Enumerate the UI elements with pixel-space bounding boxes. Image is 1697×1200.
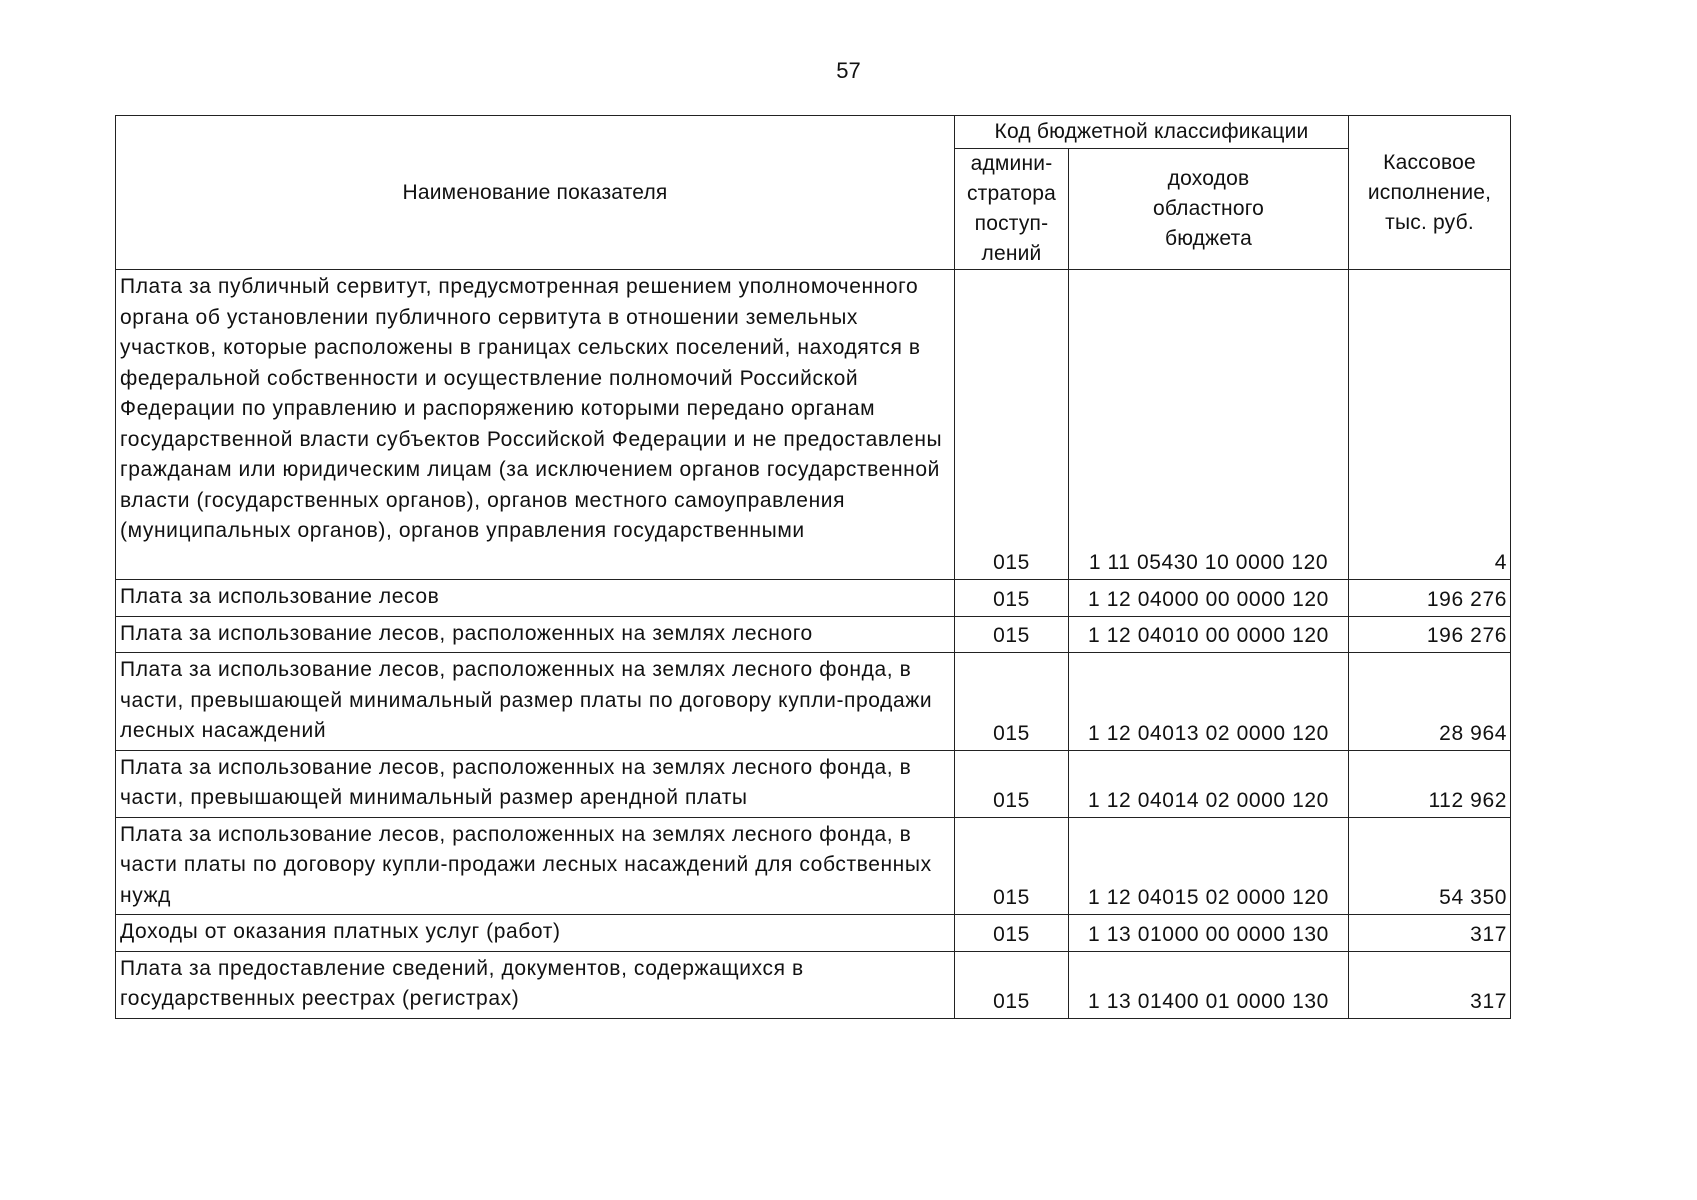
row-name: Плата за использование лесов	[116, 580, 955, 617]
row-amount: 54 350	[1349, 817, 1511, 915]
row-admin-code: 015	[955, 580, 1069, 617]
table-row	[116, 951, 1511, 1018]
row-amount: 4	[1349, 270, 1511, 580]
header-income-code: доходов областного бюджета	[1069, 149, 1349, 270]
row-income-code: 1 12 04015 02 0000 120	[1069, 817, 1349, 915]
row-name: Плата за использование лесов, расположенных на землях лесного фонда, в части платы по договору купли-продажи лесных насаждений для собственных нужд	[116, 817, 955, 915]
header-name: Наименование показателя	[116, 116, 955, 270]
row-admin-code: 015	[955, 817, 1069, 915]
row-amount: 317	[1349, 951, 1511, 1018]
table-row	[116, 750, 1511, 817]
row-name: Плата за использование лесов, расположенных на землях лесного фонда, в части, превышающей минимальный размер платы по договору купли-продажи лесных насаждений	[116, 653, 955, 751]
table-row	[116, 653, 1511, 751]
row-income-code: 1 12 04000 00 0000 120	[1069, 580, 1349, 617]
header-administrator: админи- стратора поступ- лений	[955, 149, 1069, 270]
row-amount: 196 276	[1349, 616, 1511, 653]
row-income-code: 1 12 04010 00 0000 120	[1069, 616, 1349, 653]
row-name: Доходы от оказания платных услуг (работ)	[116, 915, 955, 952]
row-name: Плата за использование лесов, расположенных на землях лесного фонда, в части, превышающей минимальный размер арендной платы	[116, 750, 955, 817]
row-admin-code: 015	[955, 915, 1069, 952]
row-amount: 28 964	[1349, 653, 1511, 751]
row-admin-code: 015	[955, 270, 1069, 580]
row-amount: 317	[1349, 915, 1511, 952]
row-name: Плата за предоставление сведений, документов, содержащихся в государственных реестрах (регистрах)	[116, 951, 955, 1018]
row-admin-code: 015	[955, 951, 1069, 1018]
table-row	[116, 580, 1511, 617]
row-amount: 196 276	[1349, 580, 1511, 617]
row-admin-code: 015	[955, 750, 1069, 817]
header-classification-group: Код бюджетной классификации	[955, 116, 1349, 149]
row-income-code: 1 12 04013 02 0000 120	[1069, 653, 1349, 751]
row-income-code: 1 13 01400 01 0000 130	[1069, 951, 1349, 1018]
table-row	[116, 817, 1511, 915]
budget-table	[115, 115, 1511, 1019]
row-admin-code: 015	[955, 653, 1069, 751]
row-amount: 112 962	[1349, 750, 1511, 817]
header-amount: Кассовое исполнение, тыс. руб.	[1349, 116, 1511, 270]
row-name: Плата за публичный сервитут, предусмотренная решением уполномоченного органа об установлении публичного сервитута в отношении земельных участков, которые расположены в границах сельских поселений, находятся в федеральной собственности и осуществление полномочий Российской Федерации по управлению и распоряжению которыми передано органам государственной власти субъектов Российской Федерации и не предоставлены гражданам или юридическим лицам (за исключением органов государственной власти (государственных органов), органов местного самоуправления (муниципальных органов), органов управления государственными	[116, 270, 955, 580]
table-row	[116, 915, 1511, 952]
page-number: 57	[836, 58, 861, 83]
row-name: Плата за использование лесов, расположенных на землях лесного	[116, 616, 955, 653]
row-admin-code: 015	[955, 616, 1069, 653]
row-income-code: 1 11 05430 10 0000 120	[1069, 270, 1349, 580]
row-income-code: 1 12 04014 02 0000 120	[1069, 750, 1349, 817]
table-row	[116, 616, 1511, 653]
row-income-code: 1 13 01000 00 0000 130	[1069, 915, 1349, 952]
table-row	[116, 270, 1511, 580]
